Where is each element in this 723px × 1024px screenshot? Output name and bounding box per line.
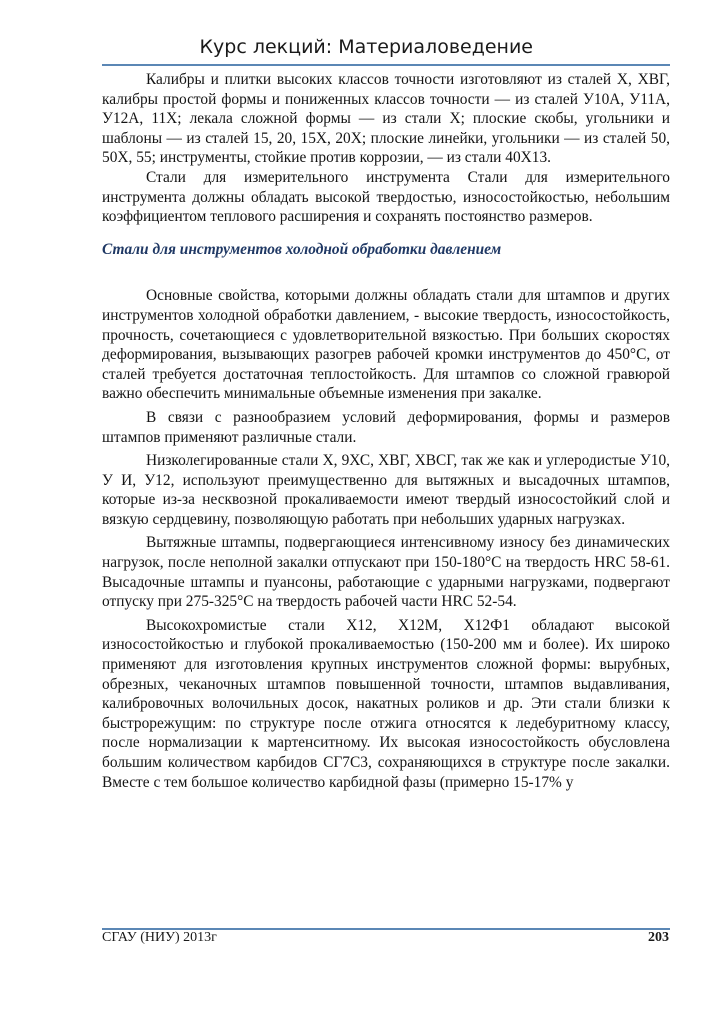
section-heading: Стали для инструментов холодной обработки давлением xyxy=(102,240,502,258)
paragraph-variety: В связи с разнообразием условий деформирования, формы и размеров штампов применяют различные стали. xyxy=(102,408,670,446)
header-divider xyxy=(102,64,670,66)
footer-institution: СГАУ (НИУ) 2013г xyxy=(102,930,217,945)
paragraph-calibers: Калибры и плитки высоких классов точности изготовляют из сталей Х, ХВГ, калибры простой формы и пониженных классов точности — из сталей У10А, У11А, У12А, 11Х; лекала сложной формы — из стали Х; плоские скобы, угольники и шаблоны — из сталей 15, 20, 15Х, 20Х; плоские линейки, угольники — из сталей 50, 50Х, 55; инструменты, стойкие против коррозии, — из стали 40Х13. xyxy=(102,71,670,167)
paragraph-low-alloy: Низколегированные стали Х, 9ХС, ХВГ, ХВСГ, так же как и углеродистые У10, У И, У12, используют преимущественно для вытяжных и высадочных штампов, которые из-за несквозной прокаливаемости имеют твердый износостойкий слой и вязкую сердцевину, позволяющую работать при небольших ударных нагрузках. xyxy=(102,452,670,528)
paragraph-drawing-dies: Вытяжные штампы, подвергающиеся интенсивному износу без динамических нагрузок, после неполной закалки отпускают при 150-180°С на твердость HRC 58-61. Высадочные штампы и пуансоны, работающие с ударными нагрузками, подвергают отпуску при 275-325°С на твердость рабочей части HRC 52-54. xyxy=(102,534,670,611)
document-body xyxy=(102,70,670,792)
paragraph-main-properties: Основные свойства, которыми должны обладать стали для штампов и других инструментов холодной обработки давлением, - высокие твердость, износостойкость, прочность, сочетающиеся с удовлетворительной вязкостью. При больших скоростях деформирования, вызывающих разогрев рабочей кромки инструментов до 450°С, от сталей требуется достаточная теплостойкость. Для штампов со сложной гравюрой важно обеспечить минимальные объемные изменения при закалке. xyxy=(102,287,670,403)
page-number: 203 xyxy=(648,930,669,945)
paragraph-high-chromium: Высокохромистые стали Х12, Х12М, Х12Ф1 обладают высокой износостойкостью и глубокой прокаливаемостью (150-200 мм и более). Их широко применяют для изготовления крупных инструментов сложной формы: вырубных, обрезных, чеканочных штампов повышенной точности, штампов выдавливания, калибровочных волочильных досок, накатных роликов и др. Эти стали близки к быстрорежущим: по структуре после отжига относятся к ледебуритному классу, после нормализации к мартенситному. Их высокая износостойкость обусловлена большим количеством карбидов СГ7С3, сохраняющихся в структуре после закалки. Вместе с тем большое количество карбидной фазы (примерно 15-17% у xyxy=(102,616,670,791)
header-title: Курс лекций: Материаловедение xyxy=(199,36,533,58)
paragraph-measuring-tools: Стали для измерительного инструмента Стали для измерительного инструмента должны обладать высокой твердостью, износостойкостью, небольшим коэффициентом теплового расширения и сохранять постоянство размеров. xyxy=(102,168,670,226)
